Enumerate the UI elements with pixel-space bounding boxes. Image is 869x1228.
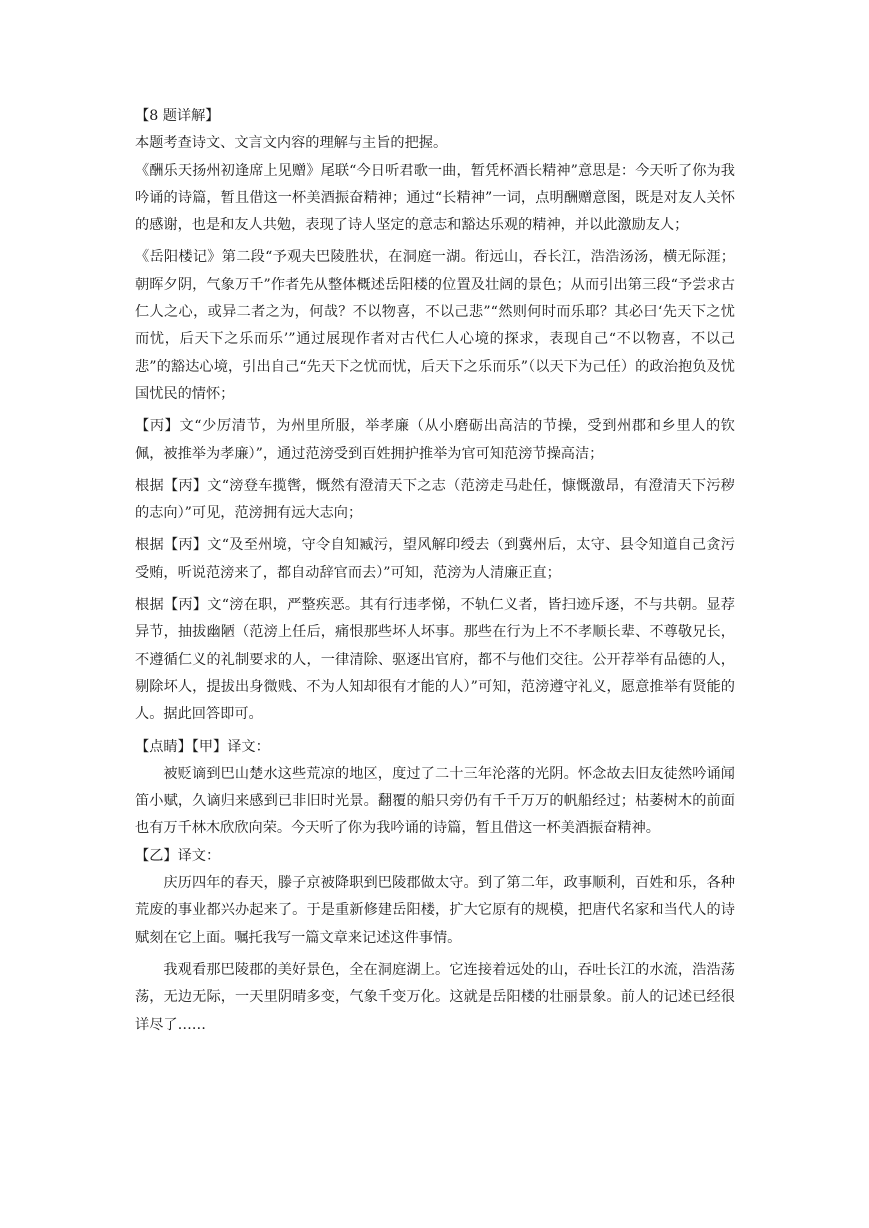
translation-yi-paragraph-1: 庆历四年的春天，滕子京被降职到巴陵郡做太守。到了第二年，政事顺利，百姓和乐，各种荒废的事业都兴办起来了。于是重新修建岳阳楼，扩大它原有的规模，把唐代名家和当代人的诗赋刻在它上面。嘱托我写一篇文章来记述这件事情。 — [135, 875, 735, 946]
analysis-paragraph-bing-1: 【丙】文“少厉清节，为州里所服，举孝廉（从小磨砺出高洁的节操，受到州郡和乡里人的钦佩，被推举为孝廉）”，通过范滂受到百姓拥护推举为官可知范滂节操高洁； — [135, 418, 735, 462]
section-header: 【8 题详解】 — [135, 108, 220, 124]
analysis-paragraph-poem: 《酬乐天扬州初逢席上见赠》尾联“今日听君歌一曲，暂凭杯酒长精神”意思是：今天听了你为我吟诵的诗篇，暂且借这一杯美酒振奋精神；通过“长精神”一词，点明酬赠意图，既是对友人关怀的感谢，也是和友人共勉，表现了诗人坚定的意志和豁达乐观的精神，并以此激励友人； — [135, 162, 735, 234]
translation-yi-label: 【乙】译文： — [135, 847, 221, 864]
intro-paragraph: 本题考查诗文、文言文内容的理解与主旨的把握。 — [135, 135, 448, 152]
analysis-paragraph-bing-3: 根据【丙】文“及至州境，守令自知臧污，望风解印绶去（到冀州后，太守、县令知道自己贪污受贿，听说范滂来了，都自动辞官而去）”可知，范滂为人清廉正直； — [135, 537, 735, 581]
document-body — [135, 103, 735, 1039]
analysis-paragraph-bing-2: 根据【丙】文“滂登车揽辔，慨然有澄清天下之志（范滂走马赴任，慷慨激昂，有澄清天下污秽的志向）”可见，范滂拥有远大志向； — [135, 477, 735, 522]
translation-yi-paragraph-2: 我观看那巴陵郡的美好景色，全在洞庭湖上。它连接着远处的山，吞吐长江的水流，浩浩荡荡，无边无际，一天里阴晴多变，气象千变万化。这就是岳阳楼的壮丽景象。前人的记述已经很详尽了…… — [135, 961, 735, 1033]
analysis-paragraph-bing-4: 根据【丙】文“滂在职，严整疾恶。其有行违孝悌，不轨仁义者，皆扫迹斥逐，不与共朝。显荐异节，抽拔幽陋（范滂上任后，痛恨那些坏人坏事。那些在行为上不不孝顺长辈、不尊敬兄长，不遵循仁义的礼制要求的人，一律清除、驱逐出官府，都不与他们交往。公开荐举有品德的人，剔除坏人，提拔出身微贱、不为人知却很有才能的人）”可知，范滂遵守礼义，愿意推举有贤能的人。据此回答即可。 — [135, 597, 735, 723]
translation-jia-label: 【点睛】【甲】译文： — [135, 738, 270, 755]
analysis-paragraph-yueyanglou: 《岳阳楼记》第二段“予观夫巴陵胜状，在洞庭一湖。衔远山，吞长江，浩浩汤汤，横无际涯；朝晖夕阴，气象万千”作者先从整体概述岳阳楼的位置及壮阔的景色；从而引出第三段“予尝求古仁人之心，或异二者之为，何哉？不以物喜，不以己悲”“然则何时而乐耶？其必曰‘先天下之忧而忧，后天下之乐而乐’”通过展现作者对古代仁人心境的探求，表现自己“不以物喜，不以己悲”的豁达心境，引出自己“先天下之忧而忧，后天下之乐而乐”（以天下为己任）的政治抱负及忧国忧民的情怀； — [135, 249, 735, 402]
translation-jia-text: 被贬谪到巴山楚水这些荒凉的地区，度过了二十三年沦落的光阴。怀念故去旧友徒然吟诵闻笛小赋，久谪归来感到已非旧时光景。翻覆的船只旁仍有千千万万的帆船经过；枯萎树木的前面也有万千林木欣欣向荣。今天听了你为我吟诵的诗篇，暂且借这一杯美酒振奋精神。 — [135, 765, 735, 837]
